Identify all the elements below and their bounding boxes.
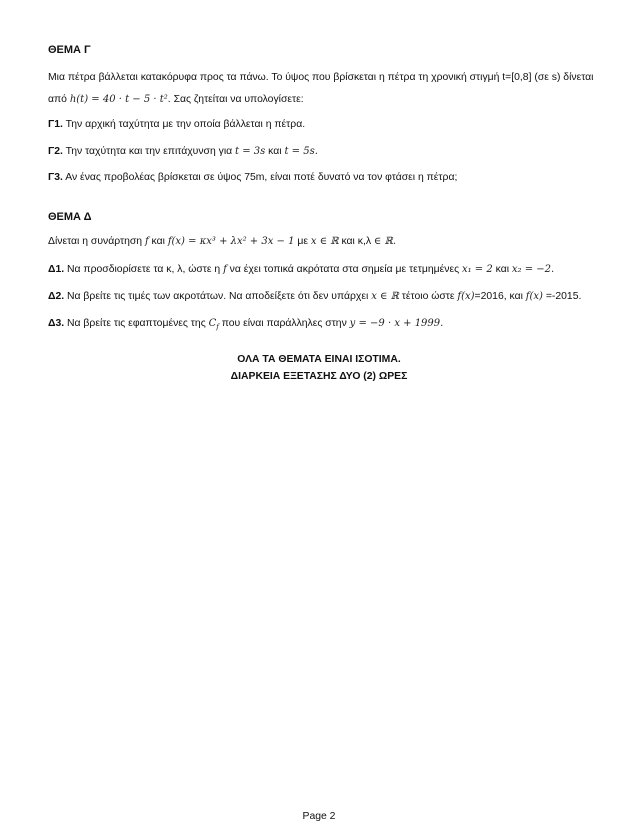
question-d1-text-c: και	[492, 264, 512, 275]
question-d2-label: Δ2.	[48, 291, 65, 302]
section-g-title: ΘΕΜΑ Γ	[48, 44, 91, 56]
section-d-title: ΘΕΜΑ Δ	[48, 211, 92, 223]
question-d2-text-c: =2016, και	[474, 291, 526, 302]
question-g2	[48, 141, 608, 163]
section-g-intro-line2	[48, 89, 608, 111]
intro-math-f: f	[144, 236, 149, 247]
question-d3-math-c: C	[208, 318, 217, 329]
question-d3-math-line: y = −9 · x + 1999.	[349, 318, 444, 329]
question-d2-text-b: τέτοιο ώστε	[398, 291, 458, 302]
question-d1-text-b: να έχει τοπικά ακρότατα στα σημεία με τετμημένες	[226, 264, 462, 275]
question-g2-math-a: t = 3s	[235, 146, 266, 157]
question-d1	[48, 259, 608, 281]
question-d1-math-x1: x₁ = 2	[461, 264, 493, 275]
question-d2-math-x: x ∈ ℝ	[371, 291, 399, 302]
section-d-intro	[48, 231, 608, 253]
question-d3-label: Δ3.	[48, 318, 65, 329]
intro-prefix: από	[48, 94, 70, 105]
question-g2-text-b: και	[265, 146, 285, 157]
question-g1-label: Γ1.	[48, 119, 63, 130]
question-d1-math-f: f	[223, 264, 227, 275]
intro-d: και κ,λ	[338, 236, 374, 247]
question-g3-text: Αν ένας προβολέας βρίσκεται σε ύψος 75m, είναι ποτέ δυνατό να τον φτάσει η πέτρα;	[62, 172, 458, 183]
intro-c: με	[294, 236, 311, 247]
question-d2-text-d: =-2015.	[542, 291, 582, 302]
question-g2-math-b: t = 5s.	[284, 146, 318, 157]
question-d2-text-a: Να βρείτε τις τιμές των ακροτάτων. Να αποδείξετε ότι δεν υπάρχει	[64, 291, 372, 302]
question-d3	[48, 313, 608, 338]
question-d3-text-a: Να βρείτε τις εφαπτομένες της	[64, 318, 209, 329]
question-d2	[48, 286, 608, 308]
question-d2-math-f1: f(x)	[457, 291, 475, 302]
question-d3-text-b: που είναι παράλληλες στην	[218, 318, 350, 329]
question-d1-math-x2: x₂ = −2.	[511, 264, 555, 275]
height-formula: h(t) = 40 · t − 5 · t²	[69, 94, 168, 105]
question-g1	[48, 114, 608, 136]
question-g3-label: Γ3.	[48, 172, 63, 183]
question-g1-text: Την αρχική ταχύτητα με την οποία βάλλεται η πέτρα.	[62, 119, 306, 130]
question-d3-math-c-sub: f	[216, 323, 219, 332]
closing-note-equal-weight: ΟΛΑ ΤΑ ΘΕΜΑΤΑ ΕΙΝΑΙ ΙΣΟΤΙΜΑ.	[237, 354, 401, 365]
page-number: Page 2	[302, 811, 336, 822]
question-g3	[48, 167, 608, 189]
intro-a: Δίνεται η συνάρτηση	[48, 236, 145, 247]
question-d1-text-a: Να προσδιορίσετε τα κ, λ, ώστε η	[64, 264, 224, 275]
question-d2-math-f2: f(x)	[525, 291, 543, 302]
intro-math-x: x ∈ ℝ	[310, 236, 339, 247]
question-g2-text-a: Την ταχύτητα και την επιτάχυνση για	[62, 146, 236, 157]
section-g-intro-line1: Μια πέτρα βάλλεται κατακόρυφα προς τα πάνω. Το ύψος που βρίσκεται η πέτρα τη χρονική στιγμή t=[0,8] (σε s) δίνεται	[48, 72, 594, 83]
question-d1-label: Δ1.	[48, 264, 65, 275]
intro-suffix: . Σας ζητείται να υπολογίσετε:	[167, 94, 304, 105]
section-g-intro	[48, 67, 608, 111]
intro-math-r: ∈ ℝ.	[373, 236, 396, 247]
function-definition: f(x) = κx³ + λx² + 3x − 1	[167, 236, 295, 247]
intro-b: και	[148, 236, 168, 247]
question-g2-label: Γ2.	[48, 146, 63, 157]
closing-note-duration: ΔΙΑΡΚΕΙΑ ΕΞΕΤΑΣΗΣ ΔΥΟ (2) ΩΡΕΣ	[230, 371, 408, 382]
